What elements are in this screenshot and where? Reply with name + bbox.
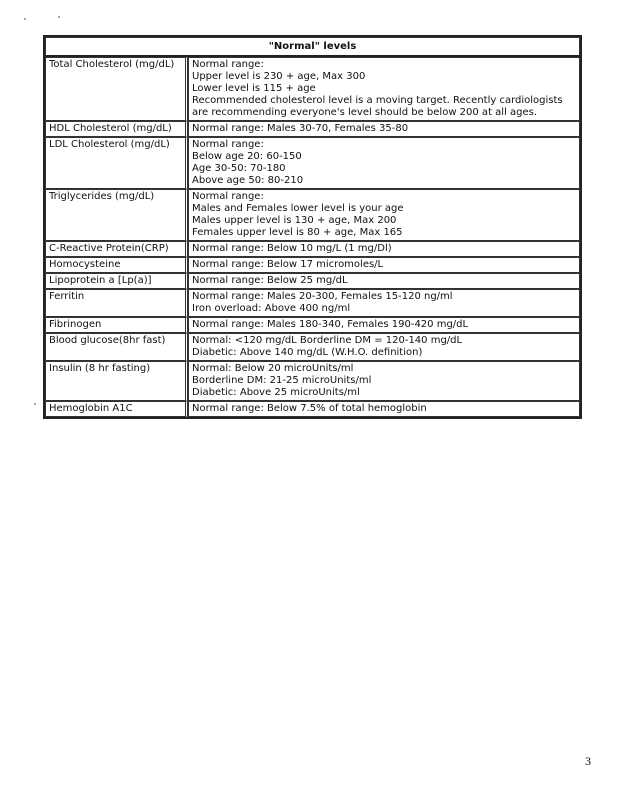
normal-range-cell: [188, 317, 580, 333]
table-row: [45, 289, 580, 317]
test-name-cell: Triglycerides (mg/dL): [45, 189, 188, 241]
test-name-cell: HDL Cholesterol (mg/dL): [45, 121, 188, 137]
range-line: Normal range:: [192, 139, 264, 150]
table-row: [45, 241, 580, 257]
range-line: Normal range:: [192, 59, 264, 70]
range-line: Normal range: Below 7.5% of total hemoglobin: [192, 403, 427, 414]
test-name-cell: Total Cholesterol (mg/dL): [45, 57, 188, 121]
range-line: Borderline DM: 21-25 microUnits/ml: [192, 375, 372, 386]
range-line: Normal range: Below 17 micromoles/L: [192, 259, 384, 270]
table-body: [45, 57, 580, 417]
table-row: [45, 137, 580, 189]
table-row: [45, 121, 580, 137]
normal-range-cell: [188, 189, 580, 241]
test-name-cell: Fibrinogen: [45, 317, 188, 333]
table-row: [45, 257, 580, 273]
table-row: [45, 361, 580, 401]
normal-range-cell: [188, 333, 580, 361]
range-line: Normal range: Males 20-300, Females 15-120 ng/ml: [192, 291, 453, 302]
table-row: [45, 189, 580, 241]
normal-range-cell: [188, 257, 580, 273]
range-line: Age 30-50: 70-180: [192, 163, 286, 174]
test-name-cell: Hemoglobin A1C: [45, 401, 188, 417]
range-line: Lower level is 115 + age: [192, 83, 316, 94]
range-line: Normal range: Below 25 mg/dL: [192, 275, 348, 286]
normal-range-cell: [188, 289, 580, 317]
range-line: Recommended cholesterol level is a moving target. Recently cardiologists: [192, 95, 563, 106]
scan-speck: [24, 18, 26, 20]
table-row: [45, 401, 580, 417]
test-name-cell: C-Reactive Protein(CRP): [45, 241, 188, 257]
normal-range-cell: [188, 273, 580, 289]
table-header-row: [45, 37, 580, 57]
test-name-cell: Insulin (8 hr fasting): [45, 361, 188, 401]
test-name-cell: Ferritin: [45, 289, 188, 317]
range-line: Diabetic: Above 25 microUnits/ml: [192, 387, 360, 398]
range-line: Normal: <120 mg/dL Borderline DM = 120-140 mg/dL: [192, 335, 463, 346]
range-line: Normal range: Males 180-340, Females 190-420 mg/dL: [192, 319, 469, 330]
test-name-cell: Lipoprotein a [Lp(a)]: [45, 273, 188, 289]
range-line: Normal range: Males 30-70, Females 35-80: [192, 123, 409, 134]
page-number: 3: [585, 754, 591, 768]
range-line: Normal range:: [192, 191, 264, 202]
test-name-cell: Homocysteine: [45, 257, 188, 273]
normal-range-cell: [188, 241, 580, 257]
scan-speck: [34, 403, 36, 405]
range-line: Males and Females lower level is your age: [192, 203, 404, 214]
normal-range-cell: [188, 57, 580, 121]
range-line: Upper level is 230 + age, Max 300: [192, 71, 366, 82]
range-line: Normal: Below 20 microUnits/ml: [192, 363, 354, 374]
normal-range-cell: [188, 401, 580, 417]
test-name-cell: LDL Cholesterol (mg/dL): [45, 137, 188, 189]
test-name-cell: Blood glucose(8hr fast): [45, 333, 188, 361]
table-row: [45, 273, 580, 289]
range-line: Normal range: Below 10 mg/L (1 mg/Dl): [192, 243, 392, 254]
scan-speck: [58, 16, 60, 18]
normal-range-cell: [188, 121, 580, 137]
range-line: Diabetic: Above 140 mg/dL (W.H.O. definition): [192, 347, 423, 358]
table-title: "Normal" levels: [45, 37, 580, 57]
table-row: [45, 333, 580, 361]
normal-levels-table: [43, 35, 582, 419]
range-line: are recommending everyone's level should be below 200 at all ages.: [192, 107, 538, 118]
table-row: [45, 317, 580, 333]
range-line: Females upper level is 80 + age, Max 165: [192, 227, 403, 238]
range-line: Below age 20: 60-150: [192, 151, 302, 162]
range-line: Males upper level is 130 + age, Max 200: [192, 215, 397, 226]
normal-range-cell: [188, 137, 580, 189]
normal-range-cell: [188, 361, 580, 401]
range-line: Above age 50: 80-210: [192, 175, 304, 186]
table-row: [45, 57, 580, 121]
range-line: Iron overload: Above 400 ng/ml: [192, 303, 351, 314]
